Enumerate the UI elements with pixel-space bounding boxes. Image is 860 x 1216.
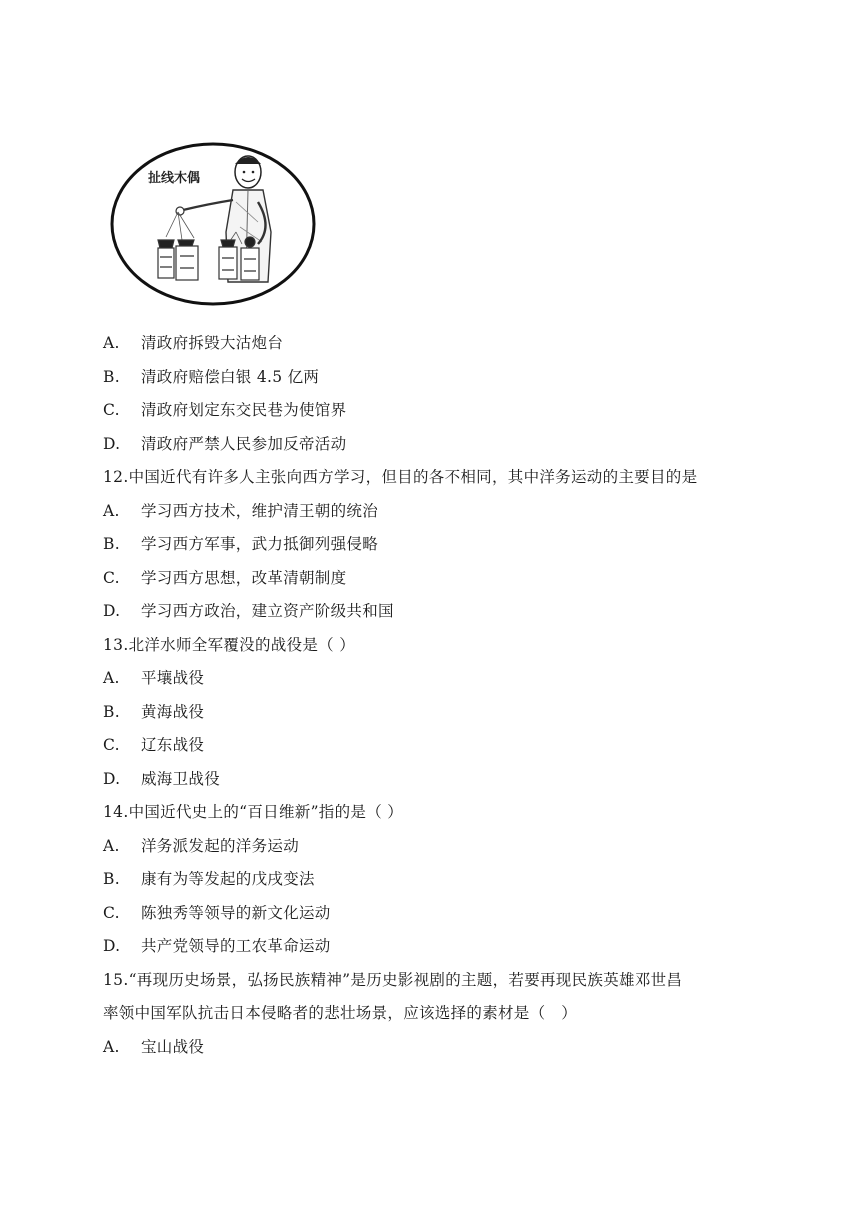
option-text: 威海卫战役 <box>141 769 221 788</box>
option-text: 清政府划定东交民巷为使馆界 <box>141 401 347 419</box>
option-letter: D. <box>103 769 121 788</box>
option-letter: D. <box>103 434 121 453</box>
question-stem-line <box>103 964 763 998</box>
option-letter: D. <box>103 937 121 955</box>
option-text: 清政府严禁人民参加反帝活动 <box>141 434 347 453</box>
answer-option <box>103 562 763 596</box>
option-text: 清政府赔偿白银 4.5 亿两 <box>141 367 320 386</box>
question-stem-line <box>103 629 763 663</box>
answer-option <box>103 428 763 462</box>
answer-option <box>103 361 763 395</box>
question-stem-line <box>103 796 763 830</box>
option-letter: B. <box>103 702 120 721</box>
option-letter: B. <box>103 870 120 888</box>
option-text: 学习西方技术，维护清王朝的统治 <box>141 501 379 520</box>
answer-option <box>103 897 763 931</box>
option-letter: C. <box>103 401 120 419</box>
figure-caption: 扯线木偶 <box>148 171 201 186</box>
question-stem-text: “再现历史场景，弘扬民族精神”是历史影视剧的主题，若要再现民族英雄邓世昌 <box>128 970 683 989</box>
option-text: 共产党领导的工农革命运动 <box>141 937 331 955</box>
answer-option <box>103 1031 763 1065</box>
question-stem-text: 北洋水师全军覆没的战役是（ ） <box>128 635 355 654</box>
option-text: 陈独秀等领导的新文化运动 <box>141 903 331 922</box>
question-number: 12. <box>103 468 129 486</box>
option-text: 平壤战役 <box>141 669 205 687</box>
option-letter: A. <box>103 669 120 687</box>
answer-option <box>103 763 763 797</box>
option-text: 宝山战役 <box>141 1037 205 1056</box>
puppet-cartoon-illustration <box>108 132 318 310</box>
answer-option <box>103 595 763 629</box>
answer-option <box>103 528 763 562</box>
puppet-cartoon-figure <box>108 132 318 310</box>
option-letter: B. <box>103 367 120 386</box>
answer-option <box>103 729 763 763</box>
option-text: 清政府拆毁大沽炮台 <box>141 334 284 352</box>
option-text: 学习西方军事，武力抵御列强侵略 <box>141 535 379 553</box>
answer-option <box>103 495 763 529</box>
question-number: 13. <box>103 635 129 654</box>
answer-option <box>103 830 763 864</box>
option-letter: D. <box>103 602 121 620</box>
question-stem-line <box>103 461 763 495</box>
answer-option <box>103 394 763 428</box>
answer-option <box>103 327 763 361</box>
question-stem-text: 率领中国军队抗击日本侵略者的悲壮场景，应该选择的素材是（ ） <box>103 1004 578 1022</box>
option-letter: B. <box>103 535 120 553</box>
option-letter: C. <box>103 568 120 587</box>
answer-option <box>103 863 763 897</box>
question-stem-text: 中国近代有许多人主张向西方学习，但目的各不相同，其中洋务运动的主要目的是 <box>128 468 698 486</box>
option-letter: A. <box>103 1037 120 1056</box>
option-text: 康有为等发起的戊戌变法 <box>141 870 315 888</box>
option-letter: A. <box>103 836 120 855</box>
option-text: 辽东战役 <box>141 736 205 754</box>
option-letter: C. <box>103 903 120 922</box>
option-text: 学习西方政治，建立资产阶级共和国 <box>141 602 394 620</box>
option-text: 洋务派发起的洋务运动 <box>141 836 300 855</box>
option-letter: A. <box>103 334 120 352</box>
question-list <box>103 327 763 1064</box>
option-text: 黄海战役 <box>141 702 205 721</box>
question-stem-text: 中国近代史上的“百日维新”指的是（ ） <box>128 803 404 821</box>
answer-option <box>103 696 763 730</box>
option-letter: C. <box>103 736 120 754</box>
question-number: 15. <box>103 970 129 989</box>
option-text: 学习西方思想，改革清朝制度 <box>141 568 347 587</box>
question-number: 14. <box>103 803 129 821</box>
answer-option <box>103 930 763 964</box>
option-letter: A. <box>103 501 120 520</box>
answer-option <box>103 662 763 696</box>
question-stem-line <box>103 997 763 1031</box>
